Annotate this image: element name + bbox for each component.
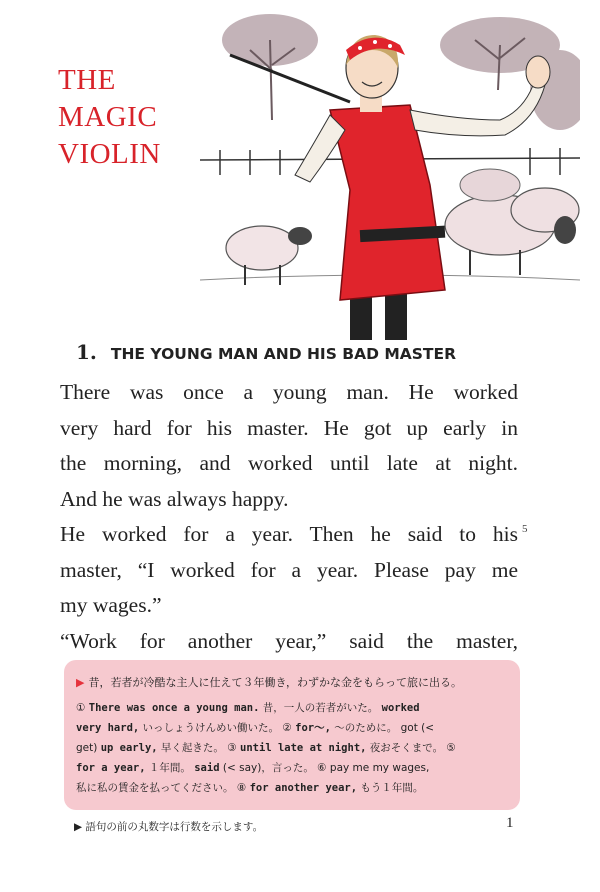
note-gloss: 早く起きた。 ③ (157, 742, 241, 754)
note-phrase: said (194, 762, 220, 774)
note-line (76, 738, 508, 758)
story-title (58, 62, 161, 173)
title-line: THE (58, 64, 116, 96)
note-prefix: get) (76, 742, 101, 754)
note-phrase: very hard, (76, 722, 140, 734)
section-number: 1. (76, 340, 97, 364)
note-prefix: ① (76, 702, 89, 714)
page-number: 1 (506, 815, 514, 831)
title-line: MAGIC (58, 101, 158, 133)
note-gloss: もう１年間。 (357, 782, 424, 794)
body-line: There was once a young man. He worked (60, 380, 518, 404)
note-line (76, 778, 508, 798)
note-phrase: for～, (295, 722, 331, 734)
note-phrase: worked (381, 702, 420, 714)
story-body (60, 375, 518, 659)
body-line: the morning, and worked until late at night. (60, 451, 518, 475)
note-phrase: for a year, (76, 762, 146, 774)
note-phrase: There was once a young man. (88, 702, 260, 714)
body-line: very hard for his master. He got up early in (60, 415, 518, 440)
note-gloss: いっしょうけんめい働いた。 ② (139, 722, 296, 734)
note-line (76, 698, 508, 718)
note-gloss: ～のために。 got (< (330, 722, 435, 734)
body-line: And he was always happy. (60, 486, 289, 511)
note-gloss: 夜おそくまで。 ⑤ (366, 742, 456, 754)
vocabulary-notes-list (76, 698, 508, 798)
note-line (76, 718, 508, 738)
body-line: “Work for another year,” said the master, (60, 628, 518, 653)
section-title: THE YOUNG MAN AND HIS BAD MASTER (110, 345, 457, 363)
note-gloss: １年間。 (145, 762, 195, 774)
title-line: VIOLIN (58, 138, 161, 170)
note-gloss: 昔，一人の若者がいた。 (259, 702, 382, 714)
note-line (76, 758, 508, 778)
note-gloss: (< say)，言った。 ⑥ pay me my wages, (219, 762, 430, 774)
story-summary (76, 674, 508, 690)
note-gloss: 私に私の賃金を払ってください。 ⑧ (76, 782, 250, 794)
note-phrase: until late at night, (240, 742, 367, 754)
shepherd-illustration (200, 10, 580, 340)
section-heading (76, 340, 456, 364)
vocabulary-notes-box (64, 660, 520, 810)
summary-text: 昔，若者が冷酷な主人に仕えて３年働き，わずかな金をもらって旅に出る。 (88, 676, 463, 689)
note-phrase: for another year, (249, 782, 358, 794)
note-phrase: up early, (100, 742, 158, 754)
footnote: ▶ 語句の前の丸数字は行数を示します。 (74, 821, 264, 833)
body-line: master, “I worked for a year. Please pay me (60, 557, 518, 582)
line-number-marker: 5 (522, 523, 528, 535)
body-line: my wages.” (60, 593, 162, 617)
triangle-marker-icon: ▶ (76, 676, 85, 689)
body-line: He worked for a year. Then he said to his (60, 522, 518, 546)
